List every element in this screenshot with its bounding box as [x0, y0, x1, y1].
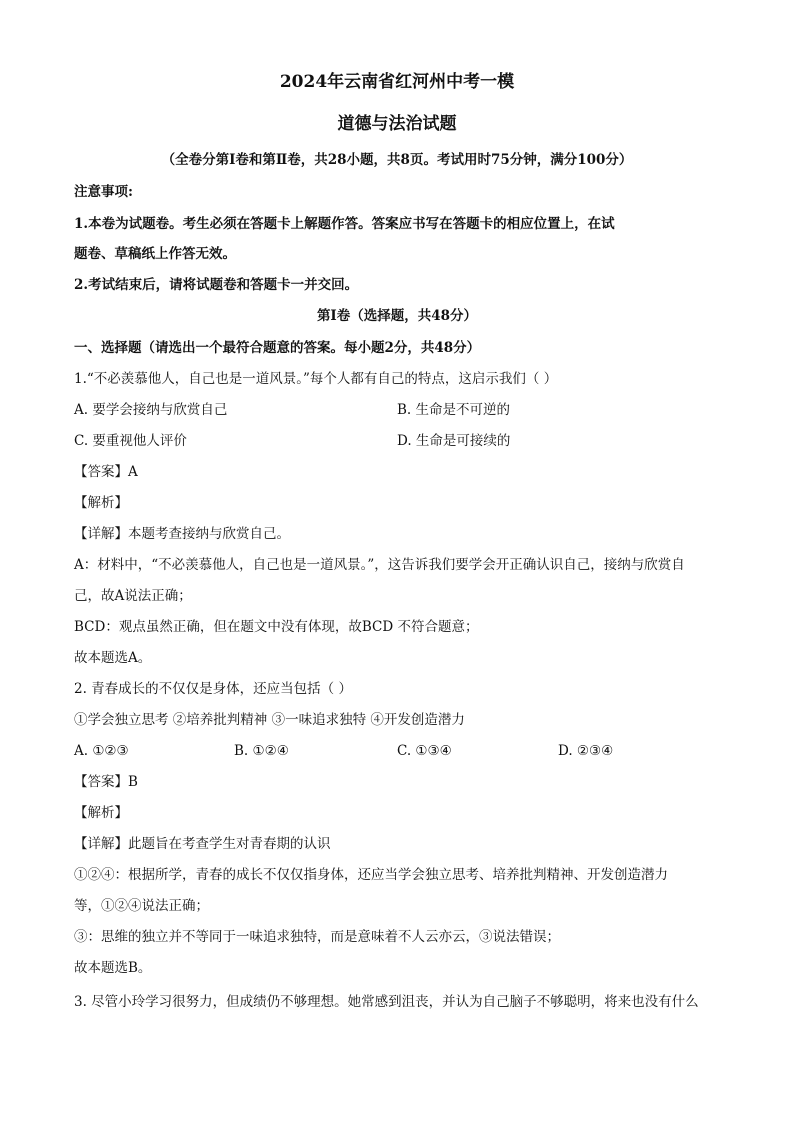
notice-item-1-line-1: 1.本卷为试题卷。考生必须在答题卡上解题作答。答案应书写在答题卡的相应位置上，在试: [74, 216, 615, 232]
question-1-option-a: A. 要学会接纳与欣赏自己: [74, 402, 228, 418]
notice-item-2: 2.考试结束后，请将试题卷和答题卡一并交回。: [74, 277, 359, 293]
question-2-explanation-1-line-1: ①②④：根据所学，青春的成长不仅仅指身体，还应当学会独立思考、培养批判精神、开发创造潜力: [74, 867, 668, 883]
question-2-explanation-2: ③：思维的独立并不等同于一味追求独特，而是意味着不人云亦云，③说法错误；: [74, 929, 560, 945]
question-2-option-d: D. ②③④: [558, 743, 614, 759]
question-1-option-b: B. 生命是不可逆的: [397, 402, 511, 418]
question-2-option-a: A. ①②③: [74, 743, 129, 759]
question-2-explanation-1-line-2: 等，①②④说法正确；: [74, 898, 209, 914]
question-2-option-c: C. ①③④: [397, 743, 452, 759]
exam-subject: 道德与法治试题: [337, 114, 457, 134]
question-2-analysis: 【解析】: [74, 805, 128, 821]
exam-info: （全卷分第Ⅰ卷和第Ⅱ卷，共28小题，共8页。考试用时75分钟，满分100分）: [161, 152, 633, 168]
question-1-answer: 【答案】A: [74, 464, 138, 480]
question-1-explanation-1-line-2: 己，故A说法正确；: [74, 588, 192, 604]
notice-heading: 注意事项:: [74, 184, 133, 200]
question-1-analysis: 【解析】: [74, 495, 128, 511]
notice-item-1-line-2: 题卷、草稿纸上作答无效。: [74, 246, 236, 262]
question-1-stem: 1.“不必羡慕他人，自己也是一道风景。”每个人都有自己的特点，这启示我们（ ）: [74, 371, 558, 387]
question-1-detail: 【详解】本题考查接纳与欣赏自己。: [74, 526, 290, 542]
question-2-option-b: B. ①②④: [234, 743, 289, 759]
question-2-conclusion: 故本题选B。: [74, 960, 152, 976]
question-1-explanation-1-line-1: A：材料中，“不必羡慕他人，自己也是一道风景。”，这告诉我们要学会开正确认识自己，接纳与欣赏自: [74, 557, 685, 573]
question-3-stem: 3. 尽管小玲学习很努力，但成绩仍不够理想。她常感到沮丧，并认为自己脑子不够聪明，将来也没有什么: [74, 994, 699, 1010]
question-1-conclusion: 故本题选A。: [74, 650, 152, 666]
exam-title: 2024年云南省红河州中考一模: [279, 72, 515, 92]
question-1-option-d: D. 生命是可接续的: [397, 433, 511, 449]
section-heading: 一、选择题（请选出一个最符合题意的答案。每小题2分，共48分）: [74, 340, 481, 356]
part-one-heading: 第Ⅰ卷（选择题，共48分）: [316, 308, 478, 324]
question-2-detail: 【详解】此题旨在考查学生对青春期的认识: [74, 836, 331, 852]
question-2-answer: 【答案】B: [74, 774, 138, 790]
question-1-option-c: C. 要重视他人评价: [74, 433, 187, 449]
question-2-stem: 2. 青春成长的不仅仅是身体，还应当包括（ ）: [74, 681, 352, 697]
question-1-explanation-2: BCD：观点虽然正确，但在题文中没有体现，故BCD 不符合题意；: [74, 619, 479, 635]
question-2-items: ①学会独立思考 ②培养批判精神 ③一味追求独特 ④开发创造潜力: [74, 712, 465, 728]
